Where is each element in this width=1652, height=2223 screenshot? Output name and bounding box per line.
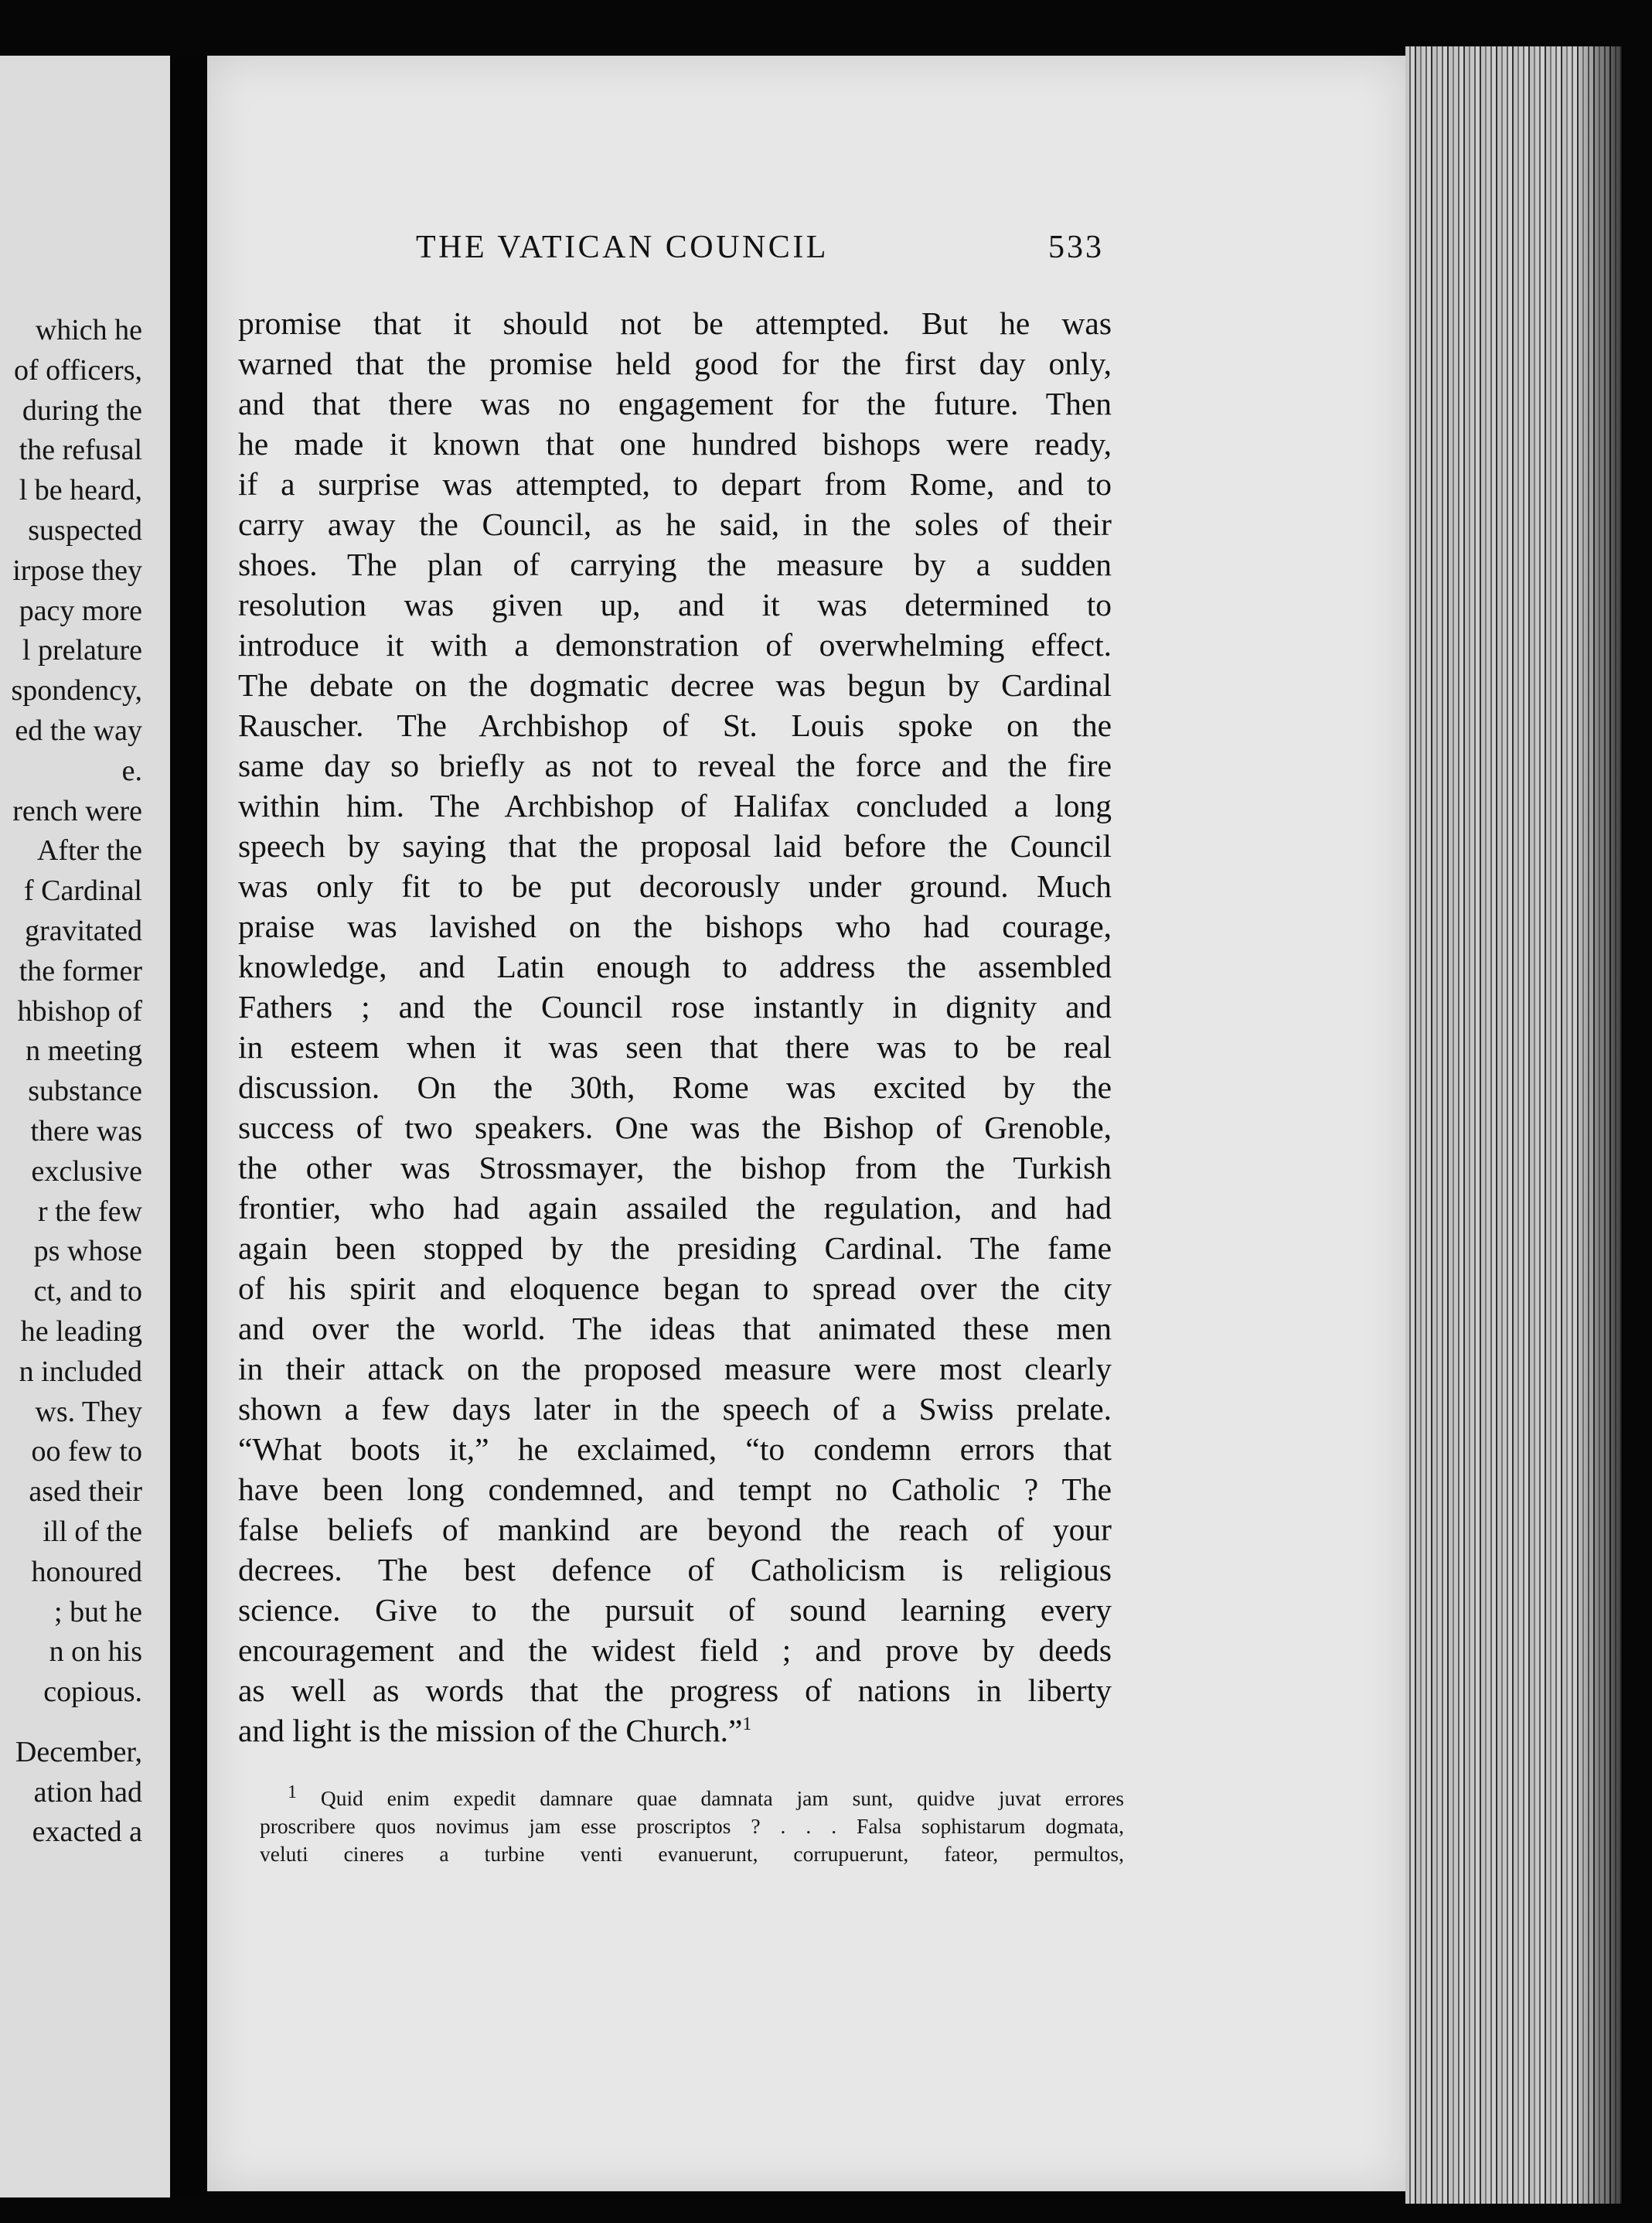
footnote-reference: 1 [742, 1714, 752, 1735]
body-line: in esteem when it was seen that there was to be real [238, 1029, 1112, 1065]
body-line: “What boots it,” he exclaimed, “to condemn errors that [238, 1431, 1112, 1467]
facing-page-line: ation had [33, 1775, 142, 1809]
footnote-line: proscribere quos novimus jam esse proscriptos ? . . . Falsa sophistarum dogmata, [260, 1814, 1124, 1838]
facing-page-line: gravitated [25, 914, 142, 947]
facing-page-line: December, [15, 1735, 142, 1768]
facing-page-line: exclusive [31, 1154, 142, 1188]
body-line: Rauscher. The Archbishop of St. Louis spoke on the [238, 707, 1112, 743]
body-line: if a surprise was attempted, to depart from Rome, and to [238, 466, 1112, 502]
running-head [416, 229, 1104, 275]
body-line: was only fit to be put decorously under ground. Much [238, 868, 1112, 904]
facing-page-line: which he [35, 314, 142, 346]
body-line-last [238, 1710, 1112, 1751]
body-line-last-text: and light is the mission of the Church.” [238, 1713, 743, 1748]
facing-page-line: ased their [29, 1475, 142, 1509]
body-line: the other was Strossmayer, the bishop from the Turkish [238, 1150, 1112, 1185]
facing-page-line: the former [19, 954, 142, 987]
footnote-line: veluti cineres a turbine venti evanuerunt, corrupuerunt, fateor, permultos, [260, 1842, 1124, 1866]
facing-page-left [0, 56, 170, 2197]
body-line: encouragement and the widest field ; and prove by deeds [238, 1632, 1112, 1668]
body-line: shown a few days later in the speech of a Swiss prelate. [238, 1391, 1112, 1427]
body-line: carry away the Council, as he said, in the soles of their [238, 506, 1112, 542]
facing-page-line: oo few to [31, 1435, 142, 1468]
body-line: warned that the promise held good for the first day only, [238, 346, 1112, 381]
body-line: promise that it should not be attempted. But he was [238, 305, 1112, 341]
footnote-marker: 1 [288, 1781, 297, 1802]
facing-page-line: spondency, [11, 674, 142, 707]
facing-page-line: ps whose [33, 1235, 142, 1268]
facing-page-line: f Cardinal [23, 875, 142, 908]
facing-page-line: rench were [12, 794, 142, 827]
body-line: he made it known that one hundred bishops were ready, [238, 426, 1112, 462]
facing-page-line: ct, and to [33, 1275, 142, 1308]
body-line: of his spirit and eloquence began to spread over the city [238, 1270, 1112, 1306]
body-line: resolution was given up, and it was determined to [238, 587, 1112, 622]
footnote-line [260, 1781, 1125, 1812]
facing-page-line: irpose they [12, 554, 142, 587]
body-line: discussion. On the 30th, Rome was excited by the [238, 1069, 1112, 1105]
facing-page-line: copious. [43, 1676, 142, 1709]
page-edges-shadow [1577, 46, 1623, 2204]
facing-page-line: there was [30, 1114, 142, 1147]
body-line: have been long condemned, and tempt no Catholic ? The [238, 1471, 1112, 1507]
facing-page-line: After the [36, 834, 142, 868]
facing-page-line: hbishop of [17, 994, 142, 1028]
body-line: success of two speakers. One was the Bishop of Grenoble, [238, 1110, 1112, 1145]
body-line: as well as words that the progress of nations in liberty [238, 1672, 1112, 1708]
body-line: within him. The Archbishop of Halifax concluded a long [238, 788, 1112, 823]
facing-page-line: he leading [20, 1314, 142, 1348]
facing-page-line: pacy more [19, 594, 142, 627]
facing-page-line: ws. They [35, 1395, 142, 1428]
body-line: praise was lavished on the bishops who had courage, [238, 909, 1112, 944]
facing-page-line: the refusal [19, 434, 142, 467]
facing-page-line: of officers, [13, 353, 142, 387]
facing-page-line: during the [22, 394, 142, 427]
facing-page-line: ed the way [15, 714, 142, 747]
facing-page-line: substance [28, 1075, 142, 1108]
facing-page-line: ill of the [43, 1515, 142, 1548]
body-line: decrees. The best defence of Catholicism is religious [238, 1552, 1112, 1587]
running-title: THE VATICAN COUNCIL [416, 230, 829, 265]
book-gutter [170, 56, 207, 2197]
facing-page-line: honoured [31, 1555, 142, 1588]
body-line: and over the world. The ideas that animated these men [238, 1311, 1112, 1346]
body-line: and that there was no engagement for the future. Then [238, 386, 1112, 421]
footnote [260, 1781, 1125, 1868]
facing-page-line: n on his [49, 1635, 142, 1669]
body-line: false beliefs of mankind are beyond the reach of your [238, 1512, 1112, 1547]
body-line: speech by saying that the proposal laid before the Council [238, 828, 1112, 864]
facing-page-line: l prelature [22, 634, 142, 667]
body-line: in their attack on the proposed measure were most clearly [238, 1351, 1112, 1386]
body-line: knowledge, and Latin enough to address the assembled [238, 949, 1112, 984]
facing-page-line: n included [19, 1355, 142, 1388]
body-line: The debate on the dogmatic decree was begun by Cardinal [238, 667, 1112, 703]
facing-page-line: r the few [37, 1195, 142, 1228]
paragraph-gap [11, 1713, 142, 1733]
page-number: 533 [1048, 230, 1104, 265]
facing-page-line: ; but he [54, 1595, 142, 1628]
body-line: introduce it with a demonstration of overwhelming effect. [238, 627, 1112, 663]
body-line: shoes. The plan of carrying the measure by a sudden [238, 547, 1112, 582]
footnote-line-text: Quid enim expedit damnare quae damnata jam sunt, quidve juvat errores [320, 1786, 1125, 1810]
facing-page-line: exacted a [32, 1816, 142, 1849]
body-text [238, 303, 1112, 1751]
body-line: science. Give to the pursuit of sound learning every [238, 1592, 1112, 1628]
facing-page-line: l be heard, [19, 474, 142, 507]
body-line: same day so briefly as not to reveal the force and the fire [238, 748, 1112, 783]
facing-page-line: e. [121, 754, 142, 787]
facing-page-text [11, 311, 142, 1853]
facing-page-line: suspected [28, 513, 142, 547]
body-line: frontier, who had again assailed the regulation, and had [238, 1190, 1112, 1226]
body-line: Fathers ; and the Council rose instantly in dignity and [238, 989, 1112, 1025]
facing-page-line: n meeting [26, 1035, 142, 1068]
body-line: again been stopped by the presiding Cardinal. The fame [238, 1230, 1112, 1266]
